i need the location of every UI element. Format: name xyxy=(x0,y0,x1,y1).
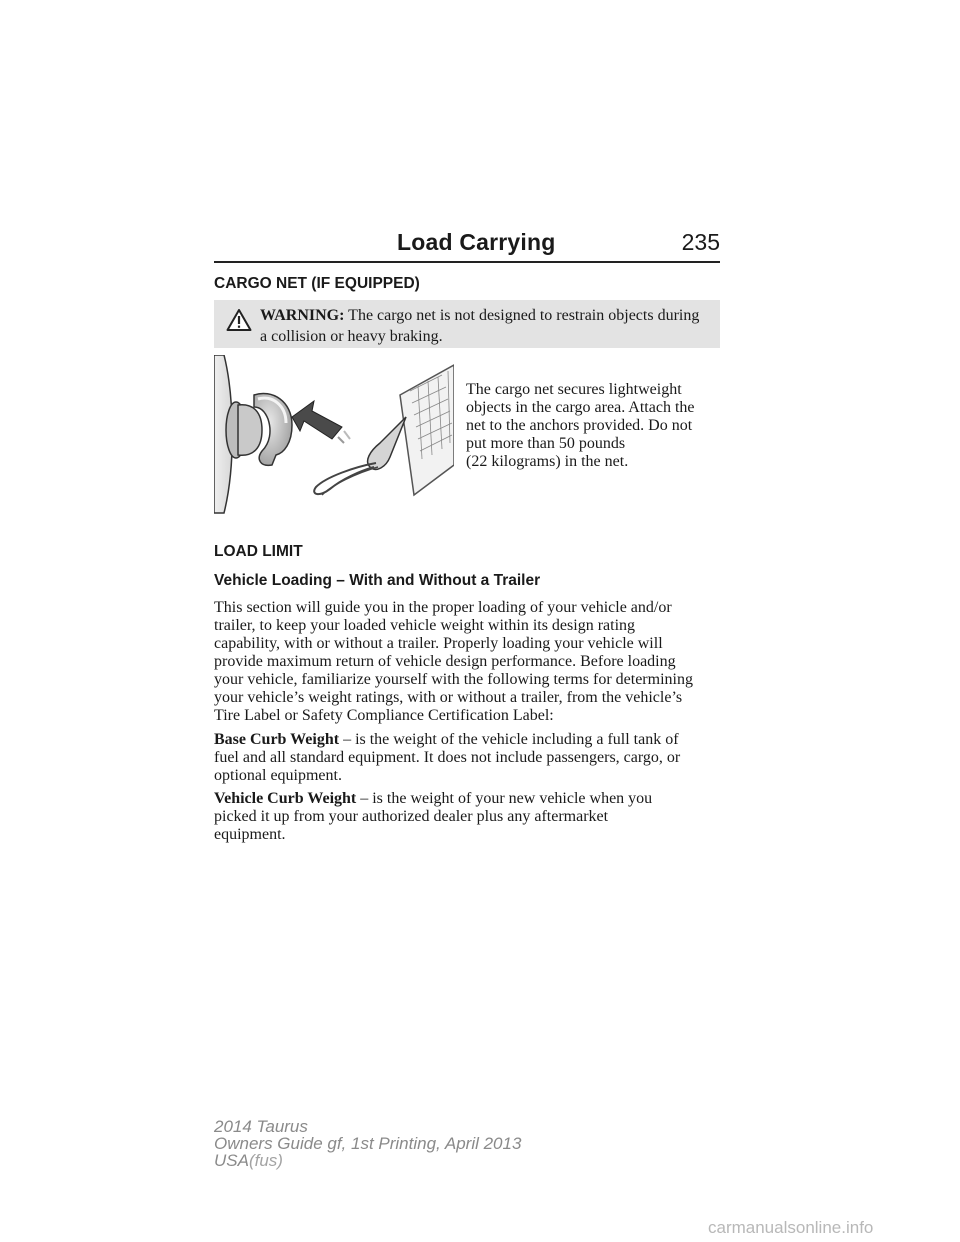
vehicle-curb-weight-text: – is the weight of your new vehicle when you picked it up from your authorized dealer plus any aftermarket equipment. xyxy=(214,790,653,843)
watermark: carmanualsonline.info xyxy=(708,1218,874,1237)
base-curb-weight-term: Base Curb Weight xyxy=(214,731,340,748)
load-limit-intro: This section will guide you in the proper loading of your vehicle and/or trailer, to keep your loaded vehicle weight within its design rating capability, with or without a trailer. Properly loading your vehicle will provide maximum return of vehicle design performance. Before loading your vehicle, familiarize yourself with the following terms for determining your vehicle’s weight ratings, with or without a trailer, from the vehicle’s Tire Label or Safety Compliance Certification Label: xyxy=(214,599,693,724)
footer-market xyxy=(214,1152,521,1169)
warning-triangle-icon xyxy=(226,308,252,337)
footer-market-main: USA xyxy=(214,1151,249,1170)
vehicle-curb-weight-definition xyxy=(214,790,724,844)
footer xyxy=(214,1118,521,1169)
header-rule xyxy=(214,261,720,263)
base-curb-weight-definition xyxy=(214,731,724,785)
warning-label: WARNING: xyxy=(260,307,345,324)
base-curb-weight-text: – is the weight of the vehicle including a full tank of fuel and all standard equipment. It does not include passengers, cargo, or optional equipment. xyxy=(214,731,681,784)
vehicle-curb-weight-term: Vehicle Curb Weight xyxy=(214,790,357,807)
warning-box xyxy=(214,300,720,348)
cargo-net-anchor-illustration xyxy=(214,355,454,520)
section-title: Load Carrying xyxy=(397,229,556,255)
load-limit-heading: LOAD LIMIT xyxy=(214,543,303,560)
cargo-net-heading: CARGO NET (IF EQUIPPED) xyxy=(214,275,420,292)
footer-printing: Owners Guide gf, 1st Printing, April 2013 xyxy=(214,1134,522,1153)
footer-market-code: (fus) xyxy=(248,1151,283,1170)
footer-model: 2014 Taurus xyxy=(214,1117,308,1136)
warning-message xyxy=(260,305,710,347)
warning-text: The cargo net is not designed to restrain objects during a collision or heavy braking. xyxy=(260,307,700,345)
page-number: 235 xyxy=(681,229,720,255)
cargo-net-description: The cargo net secures lightweight objects in the cargo area. Attach the net to the anchors provided. Do not put more than 50 pounds (22 kilograms) in the net. xyxy=(466,381,695,470)
vehicle-loading-subheading: Vehicle Loading – With and Without a Trailer xyxy=(214,572,541,589)
